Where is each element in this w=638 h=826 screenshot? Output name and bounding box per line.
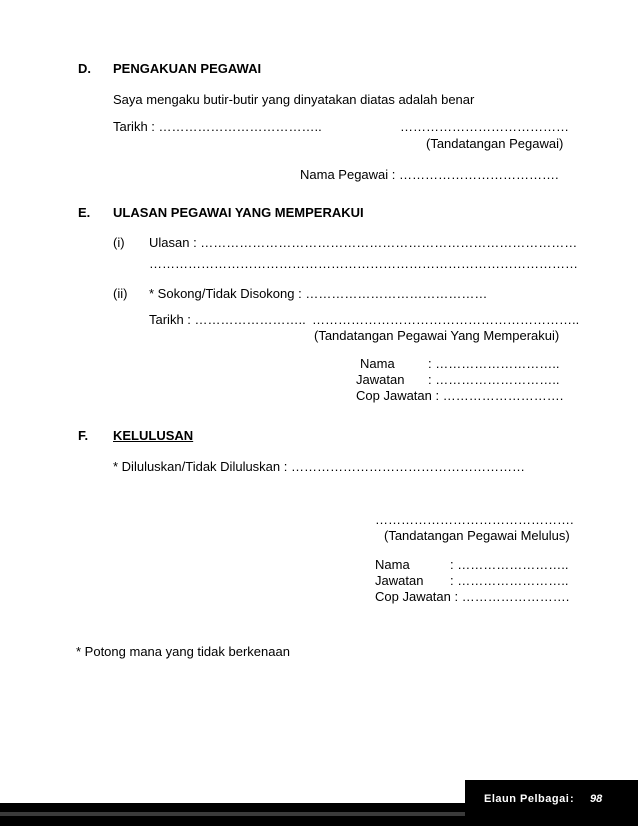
section-e-cop-field[interactable]: Cop Jawatan : ………………………. [356,388,564,403]
section-e-support-field[interactable]: * Sokong/Tidak Disokong : …………………………………… [149,286,488,301]
section-e-nama-field[interactable]: : ……………………….. [428,356,560,371]
section-e-item-i-marker: (i) [113,235,125,250]
section-d-heading: PENGAKUAN PEGAWAI [113,61,262,76]
section-e-signature-field[interactable]: …………………………………………………….. [312,312,580,327]
footer-label: Elaun Pelbagai [484,793,570,805]
section-e-signature-caption: (Tandatangan Pegawai Yang Memperakui) [314,328,560,343]
footer-separator: : [570,793,574,805]
footer-stripe [0,812,465,816]
section-e-jawatan-label: Jawatan [356,372,405,387]
section-f-signature-field[interactable]: ………………………………………. [375,512,574,527]
section-d-signature-caption: (Tandatangan Pegawai) [426,136,564,151]
section-d-letter: D. [78,61,91,76]
section-d-signature-field[interactable]: ………………………………… [400,119,569,134]
section-e-jawatan-field[interactable]: : ……………………….. [428,372,560,387]
section-e-item-ii-marker: (ii) [113,286,128,301]
section-f-jawatan-field[interactable]: : …………………….. [450,573,569,588]
section-f-letter: F. [78,428,89,443]
section-d-name-field[interactable]: Nama Pegawai : ………………………………. [300,167,559,182]
section-f-heading: KELULUSAN [113,428,194,443]
section-f-signature-caption: (Tandatangan Pegawai Melulus) [384,528,570,543]
footnote: * Potong mana yang tidak berkenaan [76,644,290,659]
section-e-date-field[interactable]: Tarikh : …………………….. [149,312,306,327]
page-number: 98 [590,793,603,805]
section-d-date-field[interactable]: Tarikh : ……………………………….. [113,119,322,134]
section-e-comment-field[interactable]: Ulasan : …………………………………………………………………………… [149,235,578,250]
section-f-decision-field[interactable]: * Diluluskan/Tidak Diluluskan : ……………………………………………… [113,459,525,474]
section-e-letter: E. [78,205,91,220]
section-f-cop-field[interactable]: Cop Jawatan : ……………………. [375,589,570,604]
section-f-nama-field[interactable]: : …………………….. [450,557,569,572]
section-f-nama-label: Nama [375,557,410,572]
section-e-nama-label: Nama [360,356,395,371]
section-e-comment-continuation[interactable]: ……………………………………………………………………………………… [149,256,578,271]
section-d-statement: Saya mengaku butir-butir yang dinyatakan diatas adalah benar [113,92,475,107]
section-f-jawatan-label: Jawatan [375,573,424,588]
section-e-heading: ULASAN PEGAWAI YANG MEMPERAKUI [113,205,364,220]
